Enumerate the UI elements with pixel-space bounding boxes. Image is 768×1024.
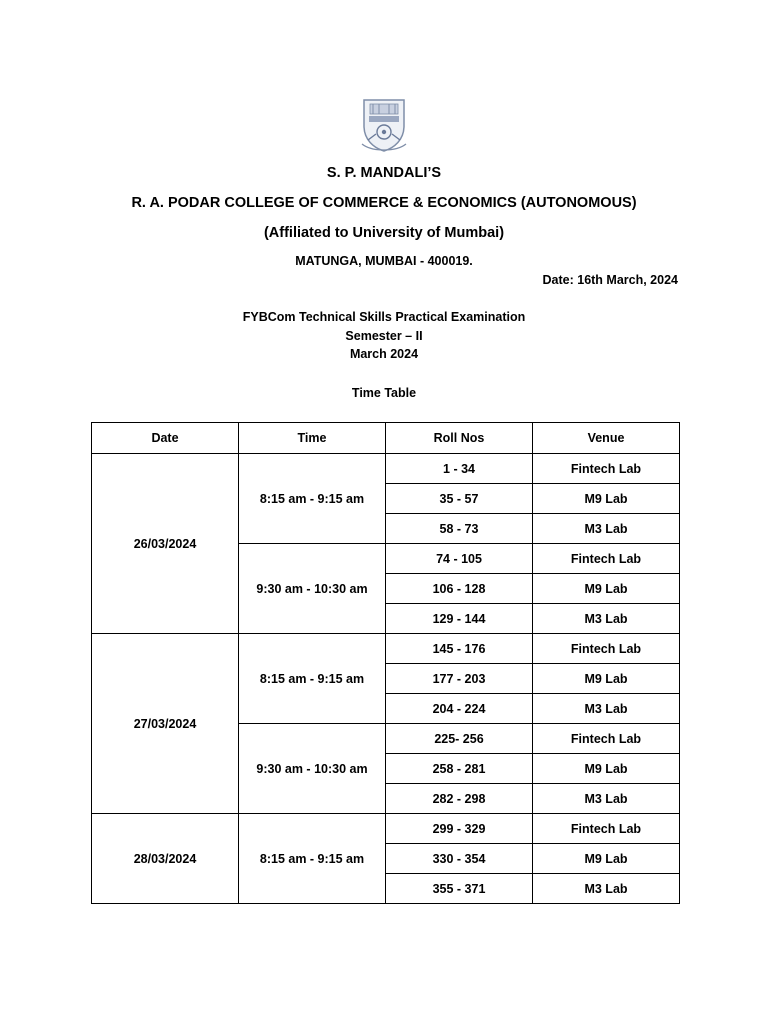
column-header: Venue bbox=[533, 423, 680, 454]
time-cell: 9:30 am - 10:30 am bbox=[239, 544, 386, 634]
venue-cell: M3 Lab bbox=[533, 604, 680, 634]
venue-cell: Fintech Lab bbox=[533, 634, 680, 664]
date-cell: 28/03/2024 bbox=[92, 814, 239, 904]
venue-cell: Fintech Lab bbox=[533, 724, 680, 754]
date-cell: 26/03/2024 bbox=[92, 454, 239, 634]
college-crest-logo bbox=[358, 96, 410, 152]
venue-cell: M3 Lab bbox=[533, 874, 680, 904]
timetable-body bbox=[92, 454, 680, 904]
roll-nos-cell: 330 - 354 bbox=[386, 844, 533, 874]
roll-nos-cell: 145 - 176 bbox=[386, 634, 533, 664]
table-row bbox=[92, 814, 680, 844]
address: MATUNGA, MUMBAI - 400019. bbox=[295, 254, 473, 268]
venue-cell: Fintech Lab bbox=[533, 814, 680, 844]
timetable-title: Time Table bbox=[351, 386, 417, 400]
exam-month: March 2024 bbox=[349, 347, 419, 361]
column-header: Time bbox=[239, 423, 386, 454]
time-cell: 8:15 am - 9:15 am bbox=[239, 454, 386, 544]
date-cell: 27/03/2024 bbox=[92, 634, 239, 814]
notice-date: Date: 16th March, 2024 bbox=[542, 273, 678, 287]
roll-nos-cell: 299 - 329 bbox=[386, 814, 533, 844]
roll-nos-cell: 35 - 57 bbox=[386, 484, 533, 514]
exam-semester: Semester – II bbox=[345, 329, 423, 343]
roll-nos-cell: 282 - 298 bbox=[386, 784, 533, 814]
venue-cell: M9 Lab bbox=[533, 574, 680, 604]
trust-name: S. P. MANDALI’S bbox=[326, 165, 442, 181]
column-header: Roll Nos bbox=[386, 423, 533, 454]
table-row bbox=[92, 454, 680, 484]
table-header-row bbox=[92, 423, 680, 454]
affiliation: (Affiliated to University of Mumbai) bbox=[263, 225, 505, 241]
venue-cell: M9 Lab bbox=[533, 844, 680, 874]
roll-nos-cell: 106 - 128 bbox=[386, 574, 533, 604]
venue-cell: M9 Lab bbox=[533, 484, 680, 514]
timetable bbox=[91, 422, 680, 904]
venue-cell: Fintech Lab bbox=[533, 544, 680, 574]
roll-nos-cell: 1 - 34 bbox=[386, 454, 533, 484]
time-cell: 9:30 am - 10:30 am bbox=[239, 724, 386, 814]
roll-nos-cell: 129 - 144 bbox=[386, 604, 533, 634]
roll-nos-cell: 204 - 224 bbox=[386, 694, 533, 724]
table-row bbox=[92, 634, 680, 664]
roll-nos-cell: 58 - 73 bbox=[386, 514, 533, 544]
time-cell: 8:15 am - 9:15 am bbox=[239, 814, 386, 904]
venue-cell: M3 Lab bbox=[533, 784, 680, 814]
time-cell: 8:15 am - 9:15 am bbox=[239, 634, 386, 724]
venue-cell: M3 Lab bbox=[533, 514, 680, 544]
exam-title: FYBCom Technical Skills Practical Examination bbox=[242, 310, 526, 324]
roll-nos-cell: 258 - 281 bbox=[386, 754, 533, 784]
roll-nos-cell: 225- 256 bbox=[386, 724, 533, 754]
venue-cell: M9 Lab bbox=[533, 664, 680, 694]
venue-cell: Fintech Lab bbox=[533, 454, 680, 484]
roll-nos-cell: 355 - 371 bbox=[386, 874, 533, 904]
venue-cell: M9 Lab bbox=[533, 754, 680, 784]
column-header: Date bbox=[92, 423, 239, 454]
college-name: R. A. PODAR COLLEGE OF COMMERCE & ECONOMICS (AUTONOMOUS) bbox=[131, 195, 637, 211]
roll-nos-cell: 177 - 203 bbox=[386, 664, 533, 694]
roll-nos-cell: 74 - 105 bbox=[386, 544, 533, 574]
venue-cell: M3 Lab bbox=[533, 694, 680, 724]
